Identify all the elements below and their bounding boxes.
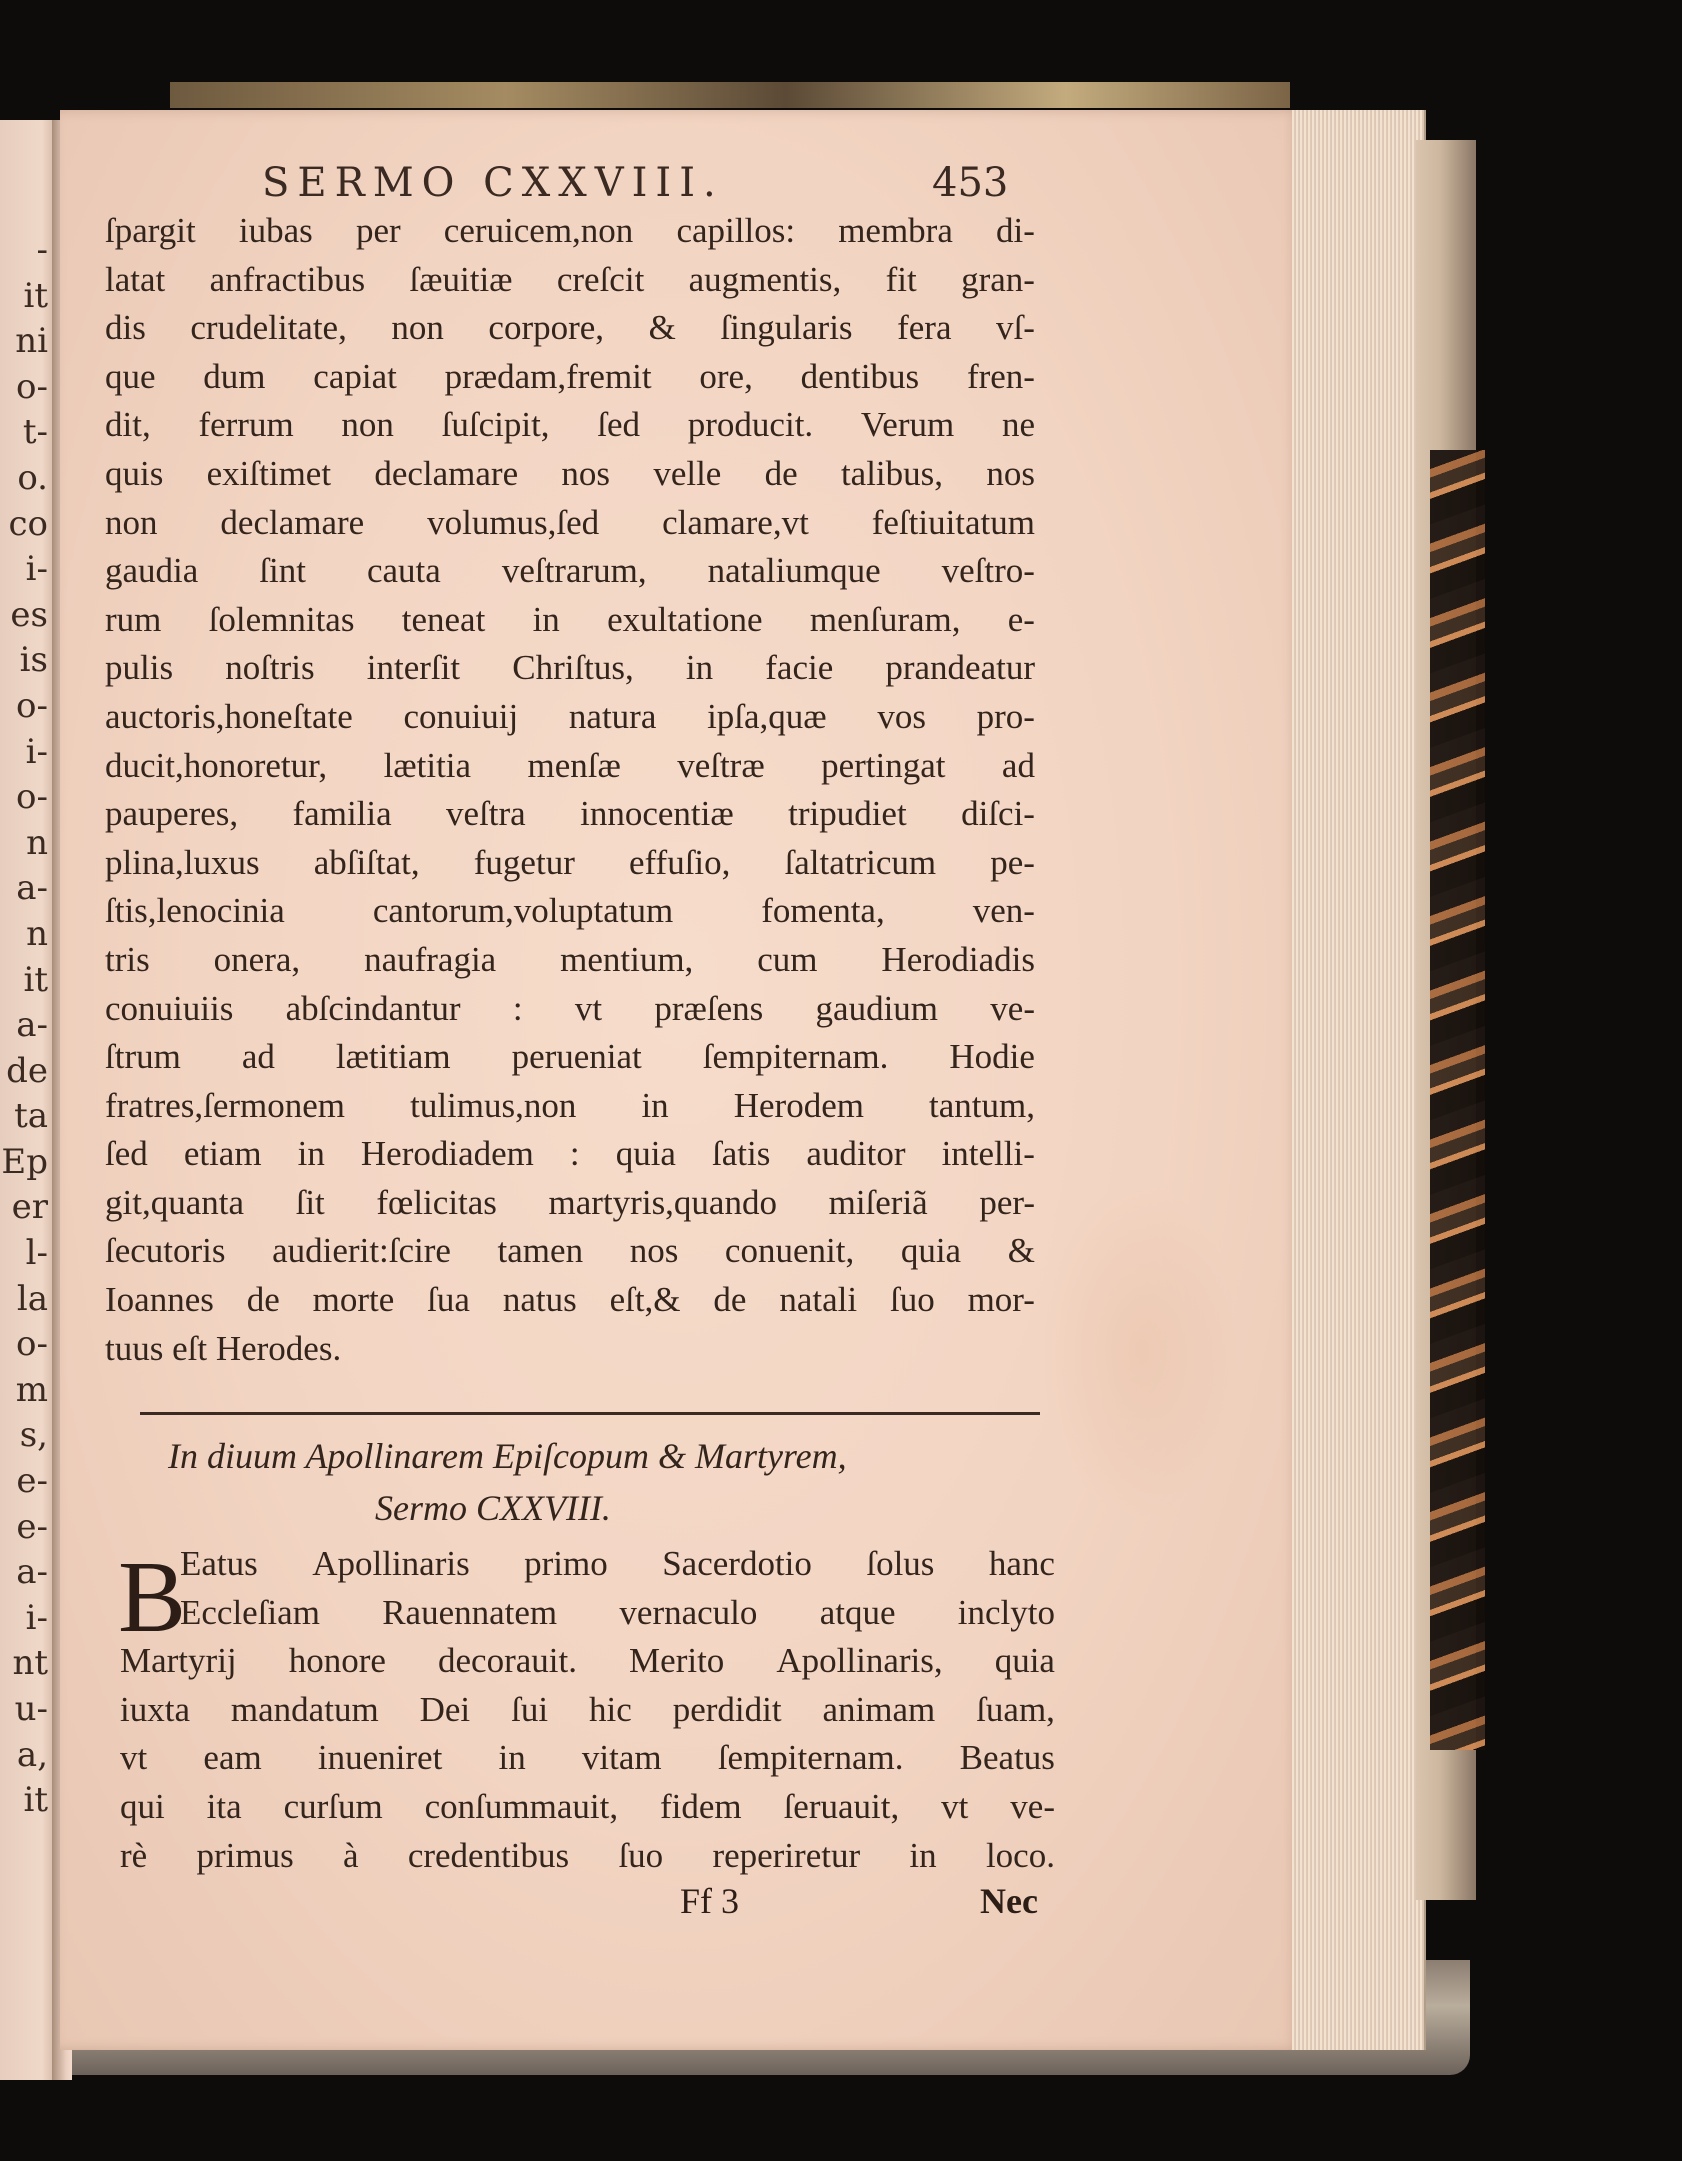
page-stain: [1040, 1180, 1240, 1520]
sermon-line: vt eam inueniret in vitam ſempiternam. Beatus: [120, 1738, 1055, 1778]
body-line: ſed etiam in Herodiadem : quia ſatis auditor intelli-: [105, 1134, 1035, 1174]
body-line: ſecutoris audierit:ſcire tamen nos conuenit, quia &: [105, 1231, 1035, 1271]
left-page-fragment: o-: [16, 366, 48, 407]
sermon-line: Eatus Apollinaris primo Sacerdotio ſolus hanc: [180, 1544, 1055, 1583]
section-rule: [140, 1412, 1040, 1415]
page-footer: [680, 1880, 1060, 1930]
sermon-heading-line-2: Sermo CXXVIII.: [375, 1488, 611, 1528]
page-header: [262, 160, 1062, 210]
left-page-fragment: Ep: [1, 1141, 48, 1182]
book-cover-top: [170, 82, 1290, 108]
left-page-fragment: e-: [16, 1461, 48, 1502]
body-line: ſtis,lenocinia cantorum,voluptatum fomenta, ven-: [105, 891, 1035, 931]
left-page-fragment: s,: [19, 1415, 48, 1456]
sermon-line: iuxta mandatum Dei ſui hic perdidit animam ſuam,: [120, 1689, 1055, 1729]
left-page-fragment: a-: [16, 868, 48, 909]
left-page-fragment: i-: [25, 1597, 48, 1638]
left-page-fragment: er: [11, 1187, 48, 1228]
body-line: ſpargit iubas per ceruicem,non capillos: membra di-: [105, 211, 1035, 250]
body-line: auctoris,honeſtate conuiuij natura ipſa,quæ vos pro-: [105, 696, 1035, 736]
left-page-fragment: u-: [14, 1689, 48, 1729]
left-page-fragment: i-: [25, 549, 48, 590]
body-line: Ioannes de morte ſua natus eſt,& de natali ſuo mor-: [105, 1280, 1035, 1320]
body-line: tris onera, naufragia mentium, cum Herodiadis: [105, 939, 1035, 979]
folio-number: 453: [932, 160, 1009, 206]
sermon-line: qui ita curſum conſummauit, fidem ſeruauit, vt ve-: [120, 1786, 1055, 1826]
left-page-fragment: la: [16, 1278, 48, 1319]
left-page-fragment: a-: [16, 1552, 48, 1593]
left-page-fragment: a-: [16, 1005, 48, 1046]
running-head: SERMO CXXVIII.: [262, 160, 724, 206]
left-page-fragment: it: [23, 1780, 48, 1821]
body-line: non declamare volumus,ſed clamare,vt feſtiuitatum: [105, 502, 1035, 542]
sermon-line: Martyrij honore decorauit. Merito Apollinaris, quia: [120, 1641, 1055, 1681]
body-line: pulis noſtris interſit Chriſtus, in facie prandeatur: [105, 648, 1035, 688]
left-page-fragment: o-: [16, 685, 48, 726]
left-page-fragment: -: [36, 230, 48, 270]
left-page-fragment: o-: [16, 1324, 48, 1365]
left-page-fragment: i-: [25, 731, 48, 772]
signature-mark: Ff 3: [680, 1881, 740, 1921]
left-page-fragment: l-: [25, 1233, 48, 1274]
left-page-fragment: nt: [12, 1643, 48, 1684]
left-page-fragment: ni: [15, 321, 48, 362]
left-page-fragment: o.: [17, 457, 48, 498]
catchword: Nec: [980, 1881, 1038, 1921]
left-page-fragment: t-: [22, 412, 48, 453]
left-page-fragment: n: [26, 822, 48, 863]
body-line: tuus eſt Herodes.: [105, 1328, 342, 1368]
drop-cap: B: [118, 1541, 187, 1654]
sermon-line: Eccleſiam Rauennatem vernaculo atque inclyto: [180, 1592, 1055, 1632]
left-page-fragment: a,: [16, 1734, 48, 1775]
sermon-heading: [150, 1430, 1050, 1534]
sermon-text: [120, 1540, 1055, 1880]
left-page-fragment: is: [19, 640, 48, 681]
left-page-fragment: it: [23, 275, 48, 316]
body-line: fratres,ſermonem tulimus,non in Herodem tantum,: [105, 1085, 1035, 1125]
page-edges: [1292, 110, 1426, 2050]
body-line: git,quanta ſit fœlicitas martyris,quando miſeriã per-: [105, 1182, 1035, 1222]
body-line: quis exiſtimet declamare nos velle de talibus, nos: [105, 453, 1035, 493]
left-page-fragment: ta: [14, 1096, 48, 1137]
left-page-fragment: es: [10, 594, 48, 635]
left-page-fragment: it: [23, 959, 48, 1000]
body-line: latat anfractibus ſæuitiæ creſcit augmentis, fit gran-: [105, 259, 1035, 299]
body-line: ducit,honoretur, lætitia menſæ veſtræ pertingat ad: [105, 745, 1035, 785]
body-line: dis crudelitate, non corpore, & ſingularis fera vſ-: [105, 308, 1035, 348]
body-line: conuiuiis abſcindantur : vt præſens gaudium ve-: [105, 988, 1035, 1028]
sermon-heading-line-1: In diuum Apollinarem Epiſcopum & Martyrem,: [168, 1436, 847, 1476]
left-page-fragment: de: [6, 1050, 48, 1091]
body-line: pauperes, familia veſtra innocentiæ tripudiet diſci-: [105, 794, 1035, 834]
body-line: ſtrum ad lætitiam perueniat ſempiternam. Hodie: [105, 1037, 1035, 1077]
body-line: dit, ferrum non ſuſcipit, ſed producit. Verum ne: [105, 405, 1035, 445]
left-page-fragment: n: [26, 913, 48, 954]
body-line: que dum capiat prædam,fremit ore, dentibus fren-: [105, 356, 1035, 396]
marbled-endpaper: [1430, 450, 1485, 1750]
left-page-text: [0, 228, 48, 1824]
sermon-line: rè primus à credentibus ſuo reperiretur in loco.: [120, 1835, 1055, 1875]
body-line: gaudia ſint cauta veſtrarum, nataliumque veſtro-: [105, 551, 1035, 591]
body-line: rum ſolemnitas teneat in exultatione menſuram, e-: [105, 599, 1035, 639]
left-page-fragment: co: [8, 503, 48, 544]
left-page-fragment: m: [15, 1369, 48, 1410]
left-page-fragment: o-: [16, 777, 48, 818]
body-text: [105, 207, 1035, 1373]
body-line: plina,luxus abſiſtat, fugetur effuſio, ſaltatricum pe-: [105, 842, 1035, 882]
left-page-fragment: e-: [16, 1506, 48, 1547]
